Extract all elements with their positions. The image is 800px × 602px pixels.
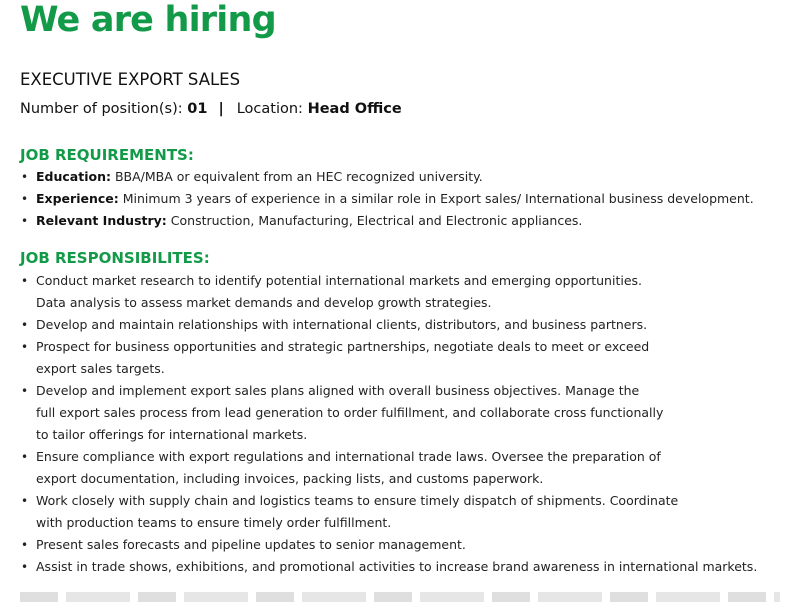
- requirements-list: [20, 166, 800, 232]
- responsibility-line: Assist in trade shows, exhibitions, and promotional activities to increase brand awareness in international markets.: [36, 559, 758, 574]
- responsibility-line: Prospect for business opportunities and strategic partnerships, negotiate deals to meet or exceed: [36, 339, 650, 354]
- bullet: •: [21, 192, 29, 206]
- responsibility-line: Develop and implement export sales plans aligned with overall business objectives. Manage the: [36, 383, 640, 398]
- requirement-item: [20, 188, 800, 210]
- responsibility-line: full export sales process from lead generation to order fulfillment, and collaborate cross functionally: [36, 405, 664, 420]
- positions-value: 01: [187, 101, 208, 117]
- responsibility-line: Conduct market research to identify potential international markets and emerging opportunities.: [36, 273, 642, 288]
- responsibility-item: [20, 380, 800, 446]
- responsibility-item: [20, 446, 800, 490]
- requirements-heading: JOB REQUIREMENTS:: [20, 146, 194, 164]
- responsibility-item: [20, 336, 800, 380]
- bullet: •: [21, 494, 29, 508]
- responsibility-line: to tailor offerings for international markets.: [36, 427, 308, 442]
- requirement-item: [20, 210, 800, 232]
- requirement-label: Relevant Industry:: [36, 213, 167, 228]
- cropped-text-row: [20, 592, 780, 602]
- responsibility-item: [20, 556, 800, 578]
- bullet: •: [21, 170, 29, 184]
- positions-label: Number of position(s):: [20, 101, 188, 117]
- responsibility-line: Present sales forecasts and pipeline updates to senior management.: [36, 537, 466, 552]
- responsibilities-heading: JOB RESPONSIBILITES:: [20, 249, 210, 267]
- page-title: We are hiring: [20, 0, 276, 40]
- requirement-text: BBA/MBA or equivalent from an HEC recognized university.: [110, 169, 483, 184]
- job-title: EXECUTIVE EXPORT SALES: [20, 70, 241, 89]
- bullet: •: [21, 214, 29, 228]
- requirement-text: Construction, Manufacturing, Electrical and Electronic appliances.: [166, 213, 583, 228]
- responsibility-item: [20, 314, 800, 336]
- bullet: •: [21, 560, 29, 574]
- responsibility-item: [20, 270, 800, 314]
- bullet: •: [21, 274, 29, 288]
- bullet: •: [21, 384, 29, 398]
- responsibility-line: export documentation, including invoices, packing lists, and customs paperwork.: [36, 471, 544, 486]
- requirement-label: Education:: [36, 169, 111, 184]
- requirement-text: Minimum 3 years of experience in a similar role in Export sales/ International business development.: [118, 191, 754, 206]
- requirement-label: Experience:: [36, 191, 119, 206]
- responsibility-line: with production teams to ensure timely order fulfillment.: [36, 515, 392, 530]
- responsibility-item: [20, 490, 800, 534]
- responsibility-item: [20, 534, 800, 556]
- responsibility-line: export sales targets.: [36, 361, 165, 376]
- responsibility-line: Ensure compliance with export regulations and international trade laws. Oversee the preparation of: [36, 449, 661, 464]
- responsibility-line: Data analysis to assess market demands and develop growth strategies.: [36, 295, 492, 310]
- responsibility-line: Work closely with supply chain and logistics teams to ensure timely dispatch of shipments. Coordinate: [36, 493, 679, 508]
- responsibilities-list: [20, 270, 800, 578]
- location-label: Location:: [236, 101, 308, 117]
- bullet: •: [21, 340, 29, 354]
- meta-separator: |: [218, 101, 224, 117]
- responsibility-line: Develop and maintain relationships with international clients, distributors, and business partners.: [36, 317, 648, 332]
- requirement-item: [20, 166, 800, 188]
- bullet: •: [21, 450, 29, 464]
- job-meta: [20, 98, 402, 120]
- bullet: •: [21, 538, 29, 552]
- bullet: •: [21, 318, 29, 332]
- location-value: Head Office: [307, 101, 402, 117]
